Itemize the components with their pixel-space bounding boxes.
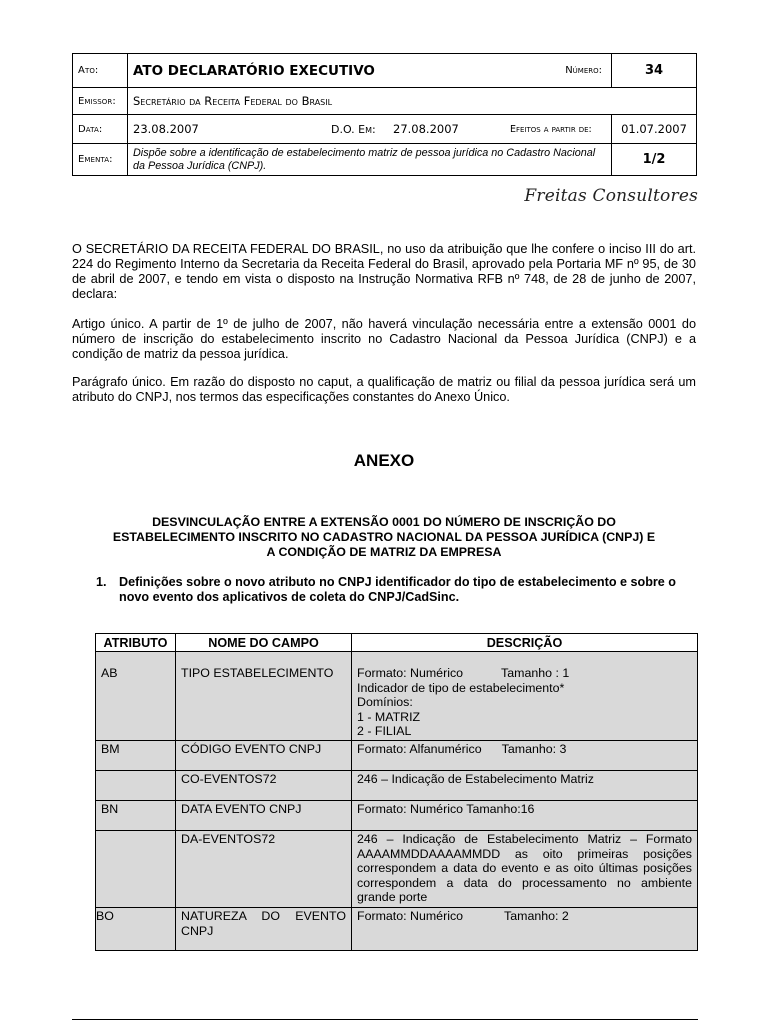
ato-label: Ato:: [73, 54, 128, 88]
efeitos-label: Efeitos a partir de:: [510, 123, 592, 135]
efeitos-value: 01.07.2007: [612, 115, 697, 144]
ato-cell: [128, 54, 612, 88]
cell-formato: Formato: Numérico: [357, 909, 464, 923]
cell-campo: TIPO ESTABELECIMENTO: [176, 652, 352, 741]
table-row: [96, 801, 698, 831]
cell-atributo: AB: [96, 652, 176, 741]
cell-formato: Formato: Alfanumérico: [357, 742, 482, 756]
footer-divider: [72, 1019, 698, 1020]
column-header-atributo: ATRIBUTO: [96, 634, 176, 652]
firm-signature: Freitas Consultores: [524, 186, 698, 206]
attributes-table: [95, 633, 698, 951]
cell-line: 2 - FILIAL: [357, 724, 412, 738]
cell-campo: CO-EVENTOS72: [176, 771, 352, 801]
cell-campo: NATUREZA DO EVENTO CNPJ: [176, 908, 352, 951]
cell-atributo: [96, 831, 176, 908]
paragraph-paragrafo-unico: Parágrafo único. Em razão do disposto no caput, a qualificação de matriz ou filial da pessoa jurídica será um atributo do CNPJ, nos termos das especificações constantes do Anexo Único.: [72, 375, 696, 404]
table-row: [96, 831, 698, 908]
document-header-table: [72, 53, 697, 176]
cell-descricao: Formato: Numérico Tamanho:16: [352, 801, 698, 831]
cell-descricao: [352, 741, 698, 771]
anexo-title: ANEXO: [353, 451, 415, 470]
table-row: [96, 652, 698, 741]
table-row: [96, 741, 698, 771]
cell-tamanho: Tamanho : 1: [501, 666, 570, 680]
list-item-1: [96, 575, 698, 605]
numero-value: 34: [612, 54, 697, 88]
cell-campo: DATA EVENTO CNPJ: [176, 801, 352, 831]
emissor-value: Secretário da Receita Federal do Brasil: [128, 88, 697, 115]
numero-label: Número:: [565, 65, 602, 76]
cell-descricao: [352, 652, 698, 741]
table-row: [96, 908, 698, 951]
cell-atributo: BN: [96, 801, 176, 831]
cell-campo: DA-EVENTOS72: [176, 831, 352, 908]
cell-atributo: [96, 771, 176, 801]
cell-campo: CÓDIGO EVENTO CNPJ: [176, 741, 352, 771]
cell-descricao: 246 – Indicação de Estabelecimento Matriz: [352, 771, 698, 801]
ato-value: ATO DECLARATÓRIO EXECUTIVO: [133, 62, 375, 79]
table-row: [96, 771, 698, 801]
cell-descricao: 246 – Indicação de Estabelecimento Matriz – Formato AAAAMMDDAAAAMMDD as oito primeiras posições correspondem a data do evento e as oito últimas posições correspondem a data do processamento no ambiente grande porte: [352, 831, 698, 908]
ementa-label: Ementa:: [73, 144, 128, 176]
cell-formato: Formato: Numérico: [357, 666, 464, 680]
cell-line: Indicador de tipo de estabelecimento*: [357, 680, 565, 695]
anexo-subtitle: DESVINCULAÇÃO ENTRE A EXTENSÃO 0001 DO NÚMERO DE INSCRIÇÃO DO ESTABELECIMENTO INSCRITO NO CADASTRO NACIONAL DA PESSOA JURÍDICA (CNPJ) E A CONDIÇÃO DE MATRIZ DA EMPRESA: [112, 515, 656, 559]
cell-line: Domínios:: [357, 695, 413, 709]
cell-tamanho: Tamanho: 3: [501, 742, 567, 756]
table-header-row: [96, 634, 698, 652]
column-header-descricao: DESCRIÇÃO: [352, 634, 698, 652]
do-value: 27.08.2007: [393, 122, 459, 136]
list-item-number: 1.: [96, 575, 107, 589]
ementa-value: Dispõe sobre a identificação de estabelecimento matriz de pessoa jurídica no Cadastro Nacional da Pessoa Jurídica (CNPJ).: [128, 144, 612, 176]
cell-atributo: BO: [96, 908, 176, 951]
page-number: 1/2: [612, 144, 697, 176]
do-label: D.O. Em:: [331, 122, 376, 136]
list-item-text: Definições sobre o novo atributo no CNPJ identificador do tipo de estabelecimento e sobre o novo evento dos aplicativos de coleta do CNPJ/CadSinc.: [119, 575, 677, 604]
paragraph-preamble: O SECRETÁRIO DA RECEITA FEDERAL DO BRASIL, no uso da atribuição que lhe confere o inciso III do art. 224 do Regimento Interno da Secretaria da Receita Federal do Brasil, aprovado pela Portaria MF nº 95, de 30 de abril de 2007, e tendo em vista o disposto na Instrução Normativa RFB nº 748, de 28 de junho de 2007, declara:: [72, 242, 696, 301]
cell-line: 1 - MATRIZ: [357, 709, 421, 724]
emissor-label: Emissor:: [73, 88, 128, 115]
column-header-campo: NOME DO CAMPO: [176, 634, 352, 652]
data-label: Data:: [73, 115, 128, 144]
cell-descricao: [352, 908, 698, 951]
data-value: 23.08.2007: [133, 122, 199, 136]
dates-cell: [128, 115, 612, 144]
cell-tamanho: Tamanho: 2: [504, 909, 569, 923]
cell-atributo: BM: [96, 741, 176, 771]
paragraph-artigo-unico: Artigo único. A partir de 1º de julho de 2007, não haverá vinculação necessária entre a extensão 0001 do número de inscrição do estabelecimento inscrito no Cadastro Nacional da Pessoa Jurídica (CNPJ) e a condição de matriz da pessoa jurídica.: [72, 317, 696, 361]
